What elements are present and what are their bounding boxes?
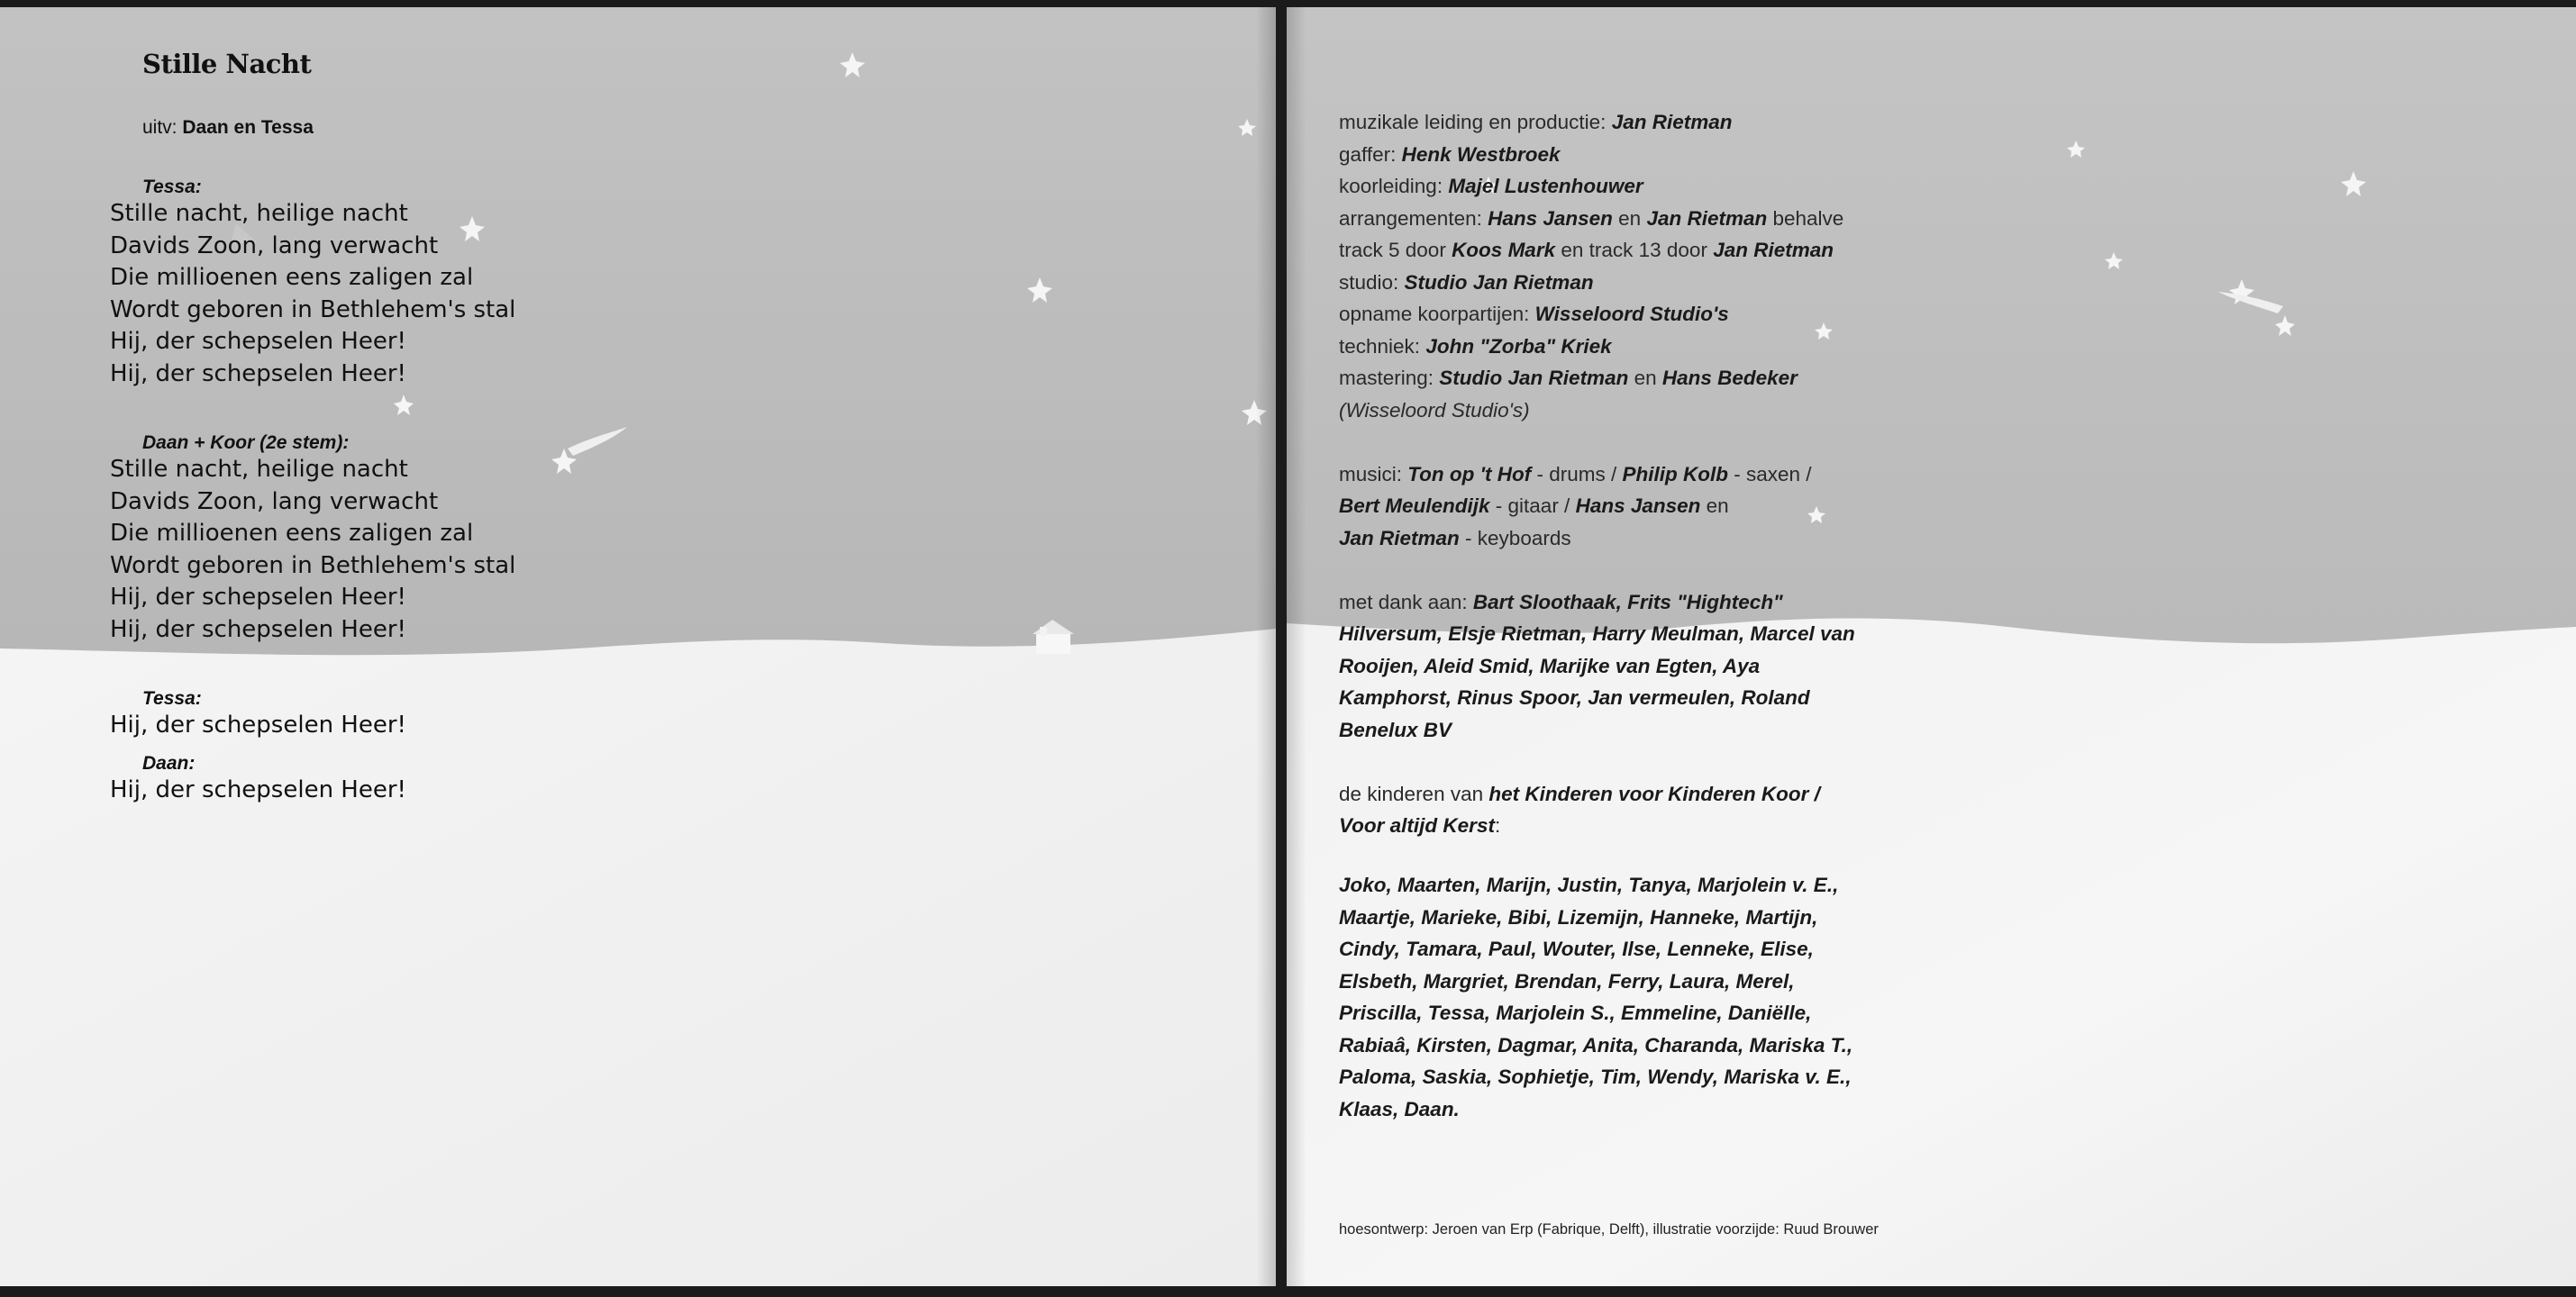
performer-line	[142, 117, 314, 139]
right-page	[1287, 7, 2576, 1286]
lyric-line: Hij, der schepselen Heer!	[110, 776, 406, 803]
credit-line	[1339, 522, 1855, 555]
credit-line	[1339, 714, 1855, 747]
lyric-line: Davids Zoon, lang verwacht	[110, 487, 439, 515]
credit-label: - gitaar /	[1489, 494, 1576, 517]
lyric-lines	[110, 710, 406, 742]
production-credits	[1339, 106, 1855, 842]
credit-label: - keyboards	[1459, 526, 1571, 549]
lyric-line: Stille nacht, heilige nacht	[110, 456, 408, 483]
credit-line	[1339, 586, 1855, 619]
performer-names: Daan en Tessa	[182, 117, 314, 138]
credit-label: gaffer:	[1339, 142, 1402, 166]
credit-name: Wisseloord Studio's	[1534, 303, 1729, 325]
credit-label: muzikale leiding en productie:	[1339, 111, 1612, 133]
children-line: Cindy, Tamara, Paul, Wouter, Ilse, Lenneke, Elise,	[1339, 938, 1814, 960]
credit-name: Voor altijd Kerst	[1339, 814, 1495, 837]
singer-label: Tessa:	[142, 688, 202, 709]
credit-name: Studio Jan Rietman	[1439, 367, 1629, 389]
credit-line	[1339, 331, 1855, 363]
cover-design-credit: hoesontwerp: Jeroen van Erp (Fabrique, Delft), illustratie voorzijde: Ruud Brouwer	[1339, 1221, 1879, 1238]
credit-label: en	[1700, 494, 1729, 517]
credit-line	[1339, 458, 1855, 491]
credit-line	[1339, 778, 1855, 811]
lyric-line: Davids Zoon, lang verwacht	[110, 231, 439, 259]
song-title: Stille Nacht	[142, 49, 312, 79]
credit-line	[1339, 682, 1855, 714]
credit-name: Studio Jan Rietman	[1404, 270, 1594, 294]
credit-label: musici:	[1339, 462, 1408, 485]
credit-name: Hans Jansen	[1575, 494, 1701, 517]
credit-line	[1339, 395, 1855, 427]
lyric-line: Die millioenen eens zaligen zal	[110, 520, 474, 547]
performer-label: uitv:	[142, 117, 177, 138]
children-names	[1339, 869, 1852, 1125]
credit-name: Philip Kolb	[1622, 462, 1728, 485]
credit-label: de kinderen van	[1339, 782, 1489, 805]
credit-name: Bert Meulendijk	[1339, 494, 1490, 517]
credit-line	[1339, 139, 1855, 171]
credit-name: Hans Jansen	[1488, 206, 1613, 230]
credit-name: het Kinderen voor Kinderen Koor /	[1488, 782, 1820, 805]
singer-label: Daan + Koor (2e stem):	[142, 432, 350, 453]
credit-label: met dank aan:	[1339, 590, 1473, 613]
credit-label: techniek:	[1339, 334, 1426, 358]
lyric-lines	[110, 198, 515, 390]
credit-name: John "Zorba" Kriek	[1425, 334, 1612, 358]
lyric-line: Wordt geboren in Bethlehem's stal	[110, 295, 516, 323]
credit-line	[1339, 650, 1855, 683]
lyric-lines	[110, 775, 406, 807]
credit-line	[1339, 362, 1855, 395]
singer-label: Daan:	[142, 753, 196, 774]
credit-label: studio:	[1339, 270, 1405, 294]
credit-name: Jan Rietman	[1339, 526, 1460, 549]
lyric-line: Hij, der schepselen Heer!	[110, 359, 406, 387]
spine-shadow	[1256, 7, 1276, 1286]
credit-name: Jan Rietman	[1646, 206, 1768, 230]
credit-name: Benelux BV	[1339, 718, 1452, 741]
credit-name: Hilversum, Elsje Rietman, Harry Meulman, Marcel van	[1339, 622, 1855, 645]
credit-label: mastering:	[1339, 367, 1440, 389]
credit-name: Kamphorst, Rinus Spoor, Jan vermeulen, Roland	[1339, 686, 1810, 709]
credit-line	[1339, 267, 1855, 299]
lyric-line: Hij, der schepselen Heer!	[110, 712, 406, 739]
credit-name: Henk Westbroek	[1401, 142, 1561, 166]
left-page	[0, 7, 1276, 1286]
children-line: Elsbeth, Margriet, Brendan, Ferry, Laura, Merel,	[1339, 969, 1795, 993]
credit-line	[1339, 618, 1855, 650]
credit-line	[1339, 234, 1855, 267]
credit-label: opname koorpartijen:	[1339, 303, 1535, 325]
children-line: Rabiaâ, Kirsten, Dagmar, Anita, Charanda, Mariska T.,	[1339, 1033, 1853, 1057]
credit-name: Jan Rietman	[1713, 239, 1834, 261]
credits-gap	[1339, 746, 1855, 778]
children-line: Priscilla, Tessa, Marjolein S., Emmeline, Daniëlle,	[1339, 1002, 1812, 1024]
credit-name: Ton op 't Hof	[1407, 462, 1532, 485]
credit-line	[1339, 490, 1855, 522]
credit-label: - drums /	[1531, 462, 1623, 485]
credit-label: koorleiding:	[1339, 175, 1449, 197]
credit-name: Majel Lustenhouwer	[1448, 175, 1643, 197]
lyric-lines	[110, 454, 515, 646]
credit-name: Hans Bedeker	[1661, 367, 1798, 389]
credit-line	[1339, 106, 1855, 139]
credit-name: Rooijen, Aleid Smid, Marijke van Egten, Aya	[1339, 654, 1761, 677]
lyric-line: Die millioenen eens zaligen zal	[110, 264, 474, 291]
children-line: Maartje, Marieke, Bibi, Lizemijn, Hanneke, Martijn,	[1339, 905, 1818, 929]
credits-gap	[1339, 426, 1855, 458]
credit-label: (Wisseloord Studio's)	[1339, 398, 1530, 422]
credit-label: :	[1494, 814, 1501, 837]
singer-label: Tessa:	[142, 177, 202, 197]
credit-label: en track 13 door	[1555, 239, 1714, 261]
credit-line	[1339, 170, 1855, 203]
credit-label: track 5 door	[1339, 239, 1452, 261]
credit-line	[1339, 203, 1855, 235]
credits-gap	[1339, 554, 1855, 586]
lyric-line: Hij, der schepselen Heer!	[110, 615, 406, 643]
credit-label: arrangementen:	[1339, 206, 1488, 230]
children-line: Paloma, Saskia, Sophietje, Tim, Wendy, Mariska v. E.,	[1339, 1066, 1852, 1088]
credit-label: behalve	[1767, 206, 1844, 230]
credit-name: Koos Mark	[1452, 239, 1556, 261]
credit-line	[1339, 298, 1855, 331]
lyric-line: Stille nacht, heilige nacht	[110, 200, 408, 227]
credit-name: Bart Sloothaak, Frits "Hightech"	[1472, 590, 1783, 613]
lyric-line: Hij, der schepselen Heer!	[110, 328, 406, 355]
credit-line	[1339, 810, 1855, 842]
spine-shadow	[1287, 7, 1306, 1286]
credit-name: Jan Rietman	[1611, 111, 1733, 133]
children-line: Joko, Maarten, Marijn, Justin, Tanya, Marjolein v. E.,	[1339, 874, 1839, 896]
lyric-line: Hij, der schepselen Heer!	[110, 584, 406, 611]
children-line: Klaas, Daan.	[1339, 1097, 1460, 1120]
credit-label: en	[1612, 206, 1647, 230]
credit-label: en	[1628, 367, 1662, 389]
lyric-line: Wordt geboren in Bethlehem's stal	[110, 551, 516, 579]
credit-label: - saxen /	[1728, 462, 1812, 485]
